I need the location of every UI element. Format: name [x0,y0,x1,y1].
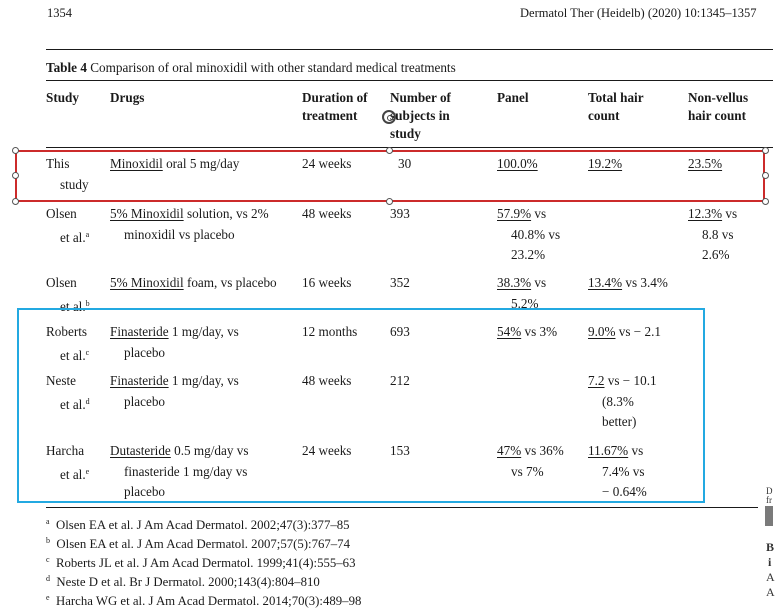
footnote-mark: b [46,536,50,545]
row4-total [588,371,657,433]
row4-footnote-ref[interactable]: d [85,396,90,406]
row1-nonvellus [688,204,737,266]
row0-total-value[interactable]: 19.2% [588,156,623,171]
row1-nonvellus-line3: 2.6% [702,247,730,262]
row4-study-line1: Neste [46,373,77,388]
col-header-duration [302,89,368,125]
col-header-study: Study [46,90,79,105]
row5-drug-text: 0.5 mg/day vs [170,443,249,458]
row1-nonvellus-line2: 8.8 vs [702,226,734,242]
row4-total-value[interactable]: 7.2 [588,373,605,388]
row5-total-line2: 7.4% vs [602,463,645,479]
row5-panel-vs: vs 36% [521,443,564,458]
row1-drug-link[interactable]: 5% Minoxidil [110,206,184,221]
row5-total-vs: vs [628,443,644,458]
row3-total-value[interactable]: 9.0% [588,324,616,339]
row2-study-line2: et al. [60,298,86,314]
row2-duration: 16 weeks [302,275,352,290]
row1-nonvellus-value[interactable]: 12.3% [688,206,723,221]
col-header-nonvellus-line2: hair count [688,108,747,123]
row1-panel-line2: 40.8% vs [511,226,561,242]
col-header-drugs: Drugs [110,90,145,105]
row1-duration: 48 weeks [302,206,352,221]
row3-panel-vs: vs 3% [521,324,558,339]
footnote-text: Neste D et al. Br J Dermatol. 2000;143(4):804–810 [56,575,320,589]
row2-panel-value[interactable]: 38.3% [497,275,532,290]
row3-footnote-ref[interactable]: c [85,347,90,357]
row5-drug-link[interactable]: Dutasteride [110,443,171,458]
col-header-number [390,89,451,143]
row1-study-line1: Olsen [46,206,77,221]
table-row [46,322,89,366]
selection-handle-tr[interactable] [762,147,769,154]
row5-n: 153 [390,443,410,458]
row5-footnote-ref[interactable]: e [85,466,90,476]
selection-handle-br[interactable] [762,198,769,205]
row1-n: 393 [390,206,410,221]
footnote-text: Harcha WG et al. J Am Acad Dermatol. 2014;70(3):489–98 [55,594,362,608]
footnote-mark: c [46,555,50,564]
row4-drug-text: 1 mg/day, vs [168,373,239,388]
footnote-mark: d [46,574,50,583]
col-header-total-line1: Total hair [588,90,644,105]
row1-panel-vs: vs [531,206,547,221]
row1-drug-text: solution, vs 2% [183,206,269,221]
edge-fragment: i [768,555,772,569]
row2-drugs [110,273,277,294]
row1-nonvellus-vs: vs [722,206,738,221]
row0-nonvellus-value[interactable]: 23.5% [688,156,723,171]
table-caption [46,60,456,76]
table-bottom-rule [46,507,758,508]
row3-study-line1: Roberts [46,324,88,339]
footnote-text: Roberts JL et al. J Am Acad Dermatol. 1999;41(4):555–63 [55,556,356,570]
col-header-nonvellus [688,89,748,125]
row5-drug-text3: placebo [124,484,166,499]
row2-study-line1: Olsen [46,275,77,290]
selection-box[interactable] [15,150,765,202]
row4-duration: 48 weeks [302,373,352,388]
journal-citation: Dermatol Ther (Heidelb) (2020) 10:1345–1357 [520,6,757,20]
row5-drug-text2: finasteride 1 mg/day vs [124,463,248,479]
row3-panel-value[interactable]: 54% [497,324,522,339]
row3-drugs [110,322,239,363]
row4-drug-link[interactable]: Finasteride [110,373,169,388]
col-header-number-line1: Number of [390,90,451,105]
header-rule [46,147,773,148]
row3-n: 693 [390,324,410,339]
row5-total-value[interactable]: 11.67% [588,443,629,458]
row3-total [588,322,661,343]
row4-total-line3: better) [602,414,637,429]
row5-panel-line2: vs 7% [511,463,544,479]
row0-study-line2: study [60,176,89,192]
col-header-number-line2: subjects in [390,108,450,123]
top-rule [46,49,773,50]
row1-panel-value[interactable]: 57.9% [497,206,532,221]
row5-duration: 24 weeks [302,443,352,458]
row1-drug-text2: minoxidil vs placebo [124,226,235,242]
row2-total [588,273,668,294]
page-number: 1354 [47,6,72,20]
selection-handle-mr[interactable] [762,172,769,179]
row5-panel [497,441,564,482]
row3-study-line2: et al. [60,347,86,363]
row1-panel [497,204,560,266]
row5-drugs [110,441,248,503]
row3-drug-link[interactable]: Finasteride [110,324,169,339]
row5-panel-value[interactable]: 47% [497,443,522,458]
footnote-mark: e [46,593,50,602]
footnote-text: Olsen EA et al. J Am Acad Dermatol. 2007;57(5):767–74 [56,537,350,551]
row4-drug-text2: placebo [124,393,166,409]
row1-footnote-ref[interactable]: a [85,229,90,239]
row2-total-vs: vs 3.4% [622,275,668,290]
col-header-duration-line1: Duration of [302,90,368,105]
row5-study-line2: et al. [60,466,86,482]
selection-handle-ml[interactable] [12,172,19,179]
edge-fragment: fr [766,495,772,505]
row1-drugs [110,204,269,245]
row3-panel [497,322,557,343]
row2-total-value[interactable]: 13.4% [588,275,623,290]
caption-rule [46,80,773,81]
row2-footnote-ref[interactable]: b [85,298,90,308]
row4-n: 212 [390,373,410,388]
col-header-number-line3: study [390,126,421,141]
footnote-text: Olsen EA et al. J Am Acad Dermatol. 2002;47(3):377–85 [55,518,350,532]
row3-drug-text2: placebo [124,344,166,360]
footnote [46,588,361,611]
selection-handle-bl[interactable] [12,198,19,205]
row4-total-vs: vs − 10.1 [604,373,657,388]
selection-handle-tl[interactable] [12,147,19,154]
row3-duration: 12 months [302,324,358,339]
edge-fragment: A [766,570,775,584]
table-row [46,204,89,248]
col-header-duration-line2: treatment [302,108,358,123]
edge-fragment: B [766,540,775,554]
row3-total-vs: vs − 2.1 [615,324,662,339]
row2-drug-text: foam, vs placebo [183,275,277,290]
row3-drug-text: 1 mg/day, vs [168,324,239,339]
row5-study-line1: Harcha [46,443,85,458]
row5-total-line3: − 0.64% [602,484,647,499]
row4-study-line2: et al. [60,396,86,412]
row0-n: 30 [398,156,412,171]
row0-study-line1: This [46,156,70,171]
row5-total [588,441,647,503]
row1-panel-line3: 23.2% [511,247,546,262]
table-caption-text: Comparison of oral minoxidil with other standard medical treatments [90,60,456,75]
col-header-total [588,89,644,125]
row2-drug-link[interactable]: 5% Minoxidil [110,275,184,290]
row0-duration: 24 weeks [302,156,352,171]
table-row [46,371,90,415]
row4-total-line2: (8.3% [602,393,634,409]
row4-drugs [110,371,239,412]
row0-panel-value[interactable]: 100.0% [497,156,538,171]
row2-panel-vs: vs [531,275,547,290]
edge-fragment: D [766,486,773,496]
cursor-icon [382,110,396,124]
row1-study-line2: et al. [60,229,86,245]
col-header-total-line2: count [588,108,620,123]
selection-handle-tc[interactable] [386,147,393,154]
col-header-nonvellus-line1: Non-vellus [688,90,749,105]
table-caption-label: Table 4 [46,60,87,75]
row2-panel-line2: 5.2% [511,295,539,311]
table-row [46,441,89,485]
row0-drug-text: oral 5 mg/day [162,156,240,171]
footnote-mark: a [46,517,50,526]
row0-drug-link[interactable]: Minoxidil [110,156,163,171]
row2-n: 352 [390,275,410,290]
edge-fragment: A [766,585,775,599]
col-header-panel: Panel [497,90,529,105]
edge-block [765,506,773,526]
